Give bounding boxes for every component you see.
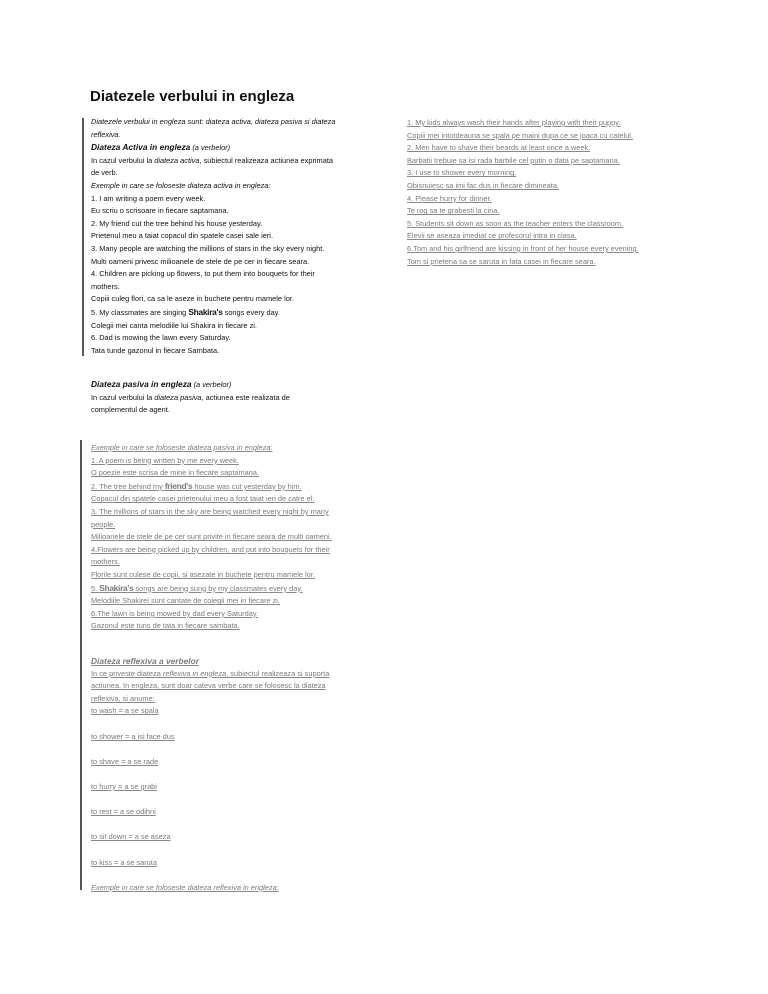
passive-line-5: 5. Shakira's songs are being sung by my classmates every day. [91,582,303,593]
right-line: Obisnuiesc sa imi fac dus in fiecare dimineata. [407,180,559,190]
active-line: mothers. [91,281,120,291]
active-line: 2. My friend cut the tree behind his house yesterday. [91,218,263,228]
active-line: 1. I am writing a poem every week. [91,193,206,203]
active-line: 3. Many people are watching the millions of stars in the sky every night. [91,243,325,253]
section-bar-active [82,118,84,356]
section-passive-intro [91,378,290,417]
section-reflexive [91,655,329,894]
verb-item: to shower = a isi face dus [91,731,175,741]
active-line: Copiii culeg flori, ca sa le aseze in buchete pentru mamele lor. [91,294,294,304]
passive-examples-label: Exemple in care se foloseste diateza pasiva in engleza: [91,443,273,452]
active-line: 4. Children are picking up flowers, to put them into bouquets for their [91,269,315,279]
reflexive-desc-1: In ce priveste diateza reflexiva in engleza, subiectul realizeaza si suporta [91,668,330,678]
right-line: Barbatii trebuie sa isi rada barbile cel putin o data pe saptamana. [407,155,620,165]
active-line: Prietenul meu a taiat copacul din spatele casei sale ieri. [91,231,273,241]
active-examples-label: Exemple in care se foloseste diateza activa in engleza: [91,180,271,190]
passive-line: 4.Flowers are being picked up by children, and put into bouquets for their [91,544,330,554]
passive-line: Copacul din spatele casei prietenului meu a fost taiat ieri de catre el. [91,494,315,504]
right-line: 6.Tom and his girlfriend are kissing in front of her house every evening. [407,243,639,253]
passive-line-2: 2. The tree behind my friend's house was cut yesterday by him. [91,480,302,491]
passive-line: Florile sunt culese de copii, si asezate in buchete pentru mamele lor. [91,569,315,579]
verb-item: to kiss = a se saruta [91,857,157,867]
right-line: 2. Men have to shave their beards at least once a week. [407,143,591,153]
passive-line: 1. A poem is being written by me every week. [91,455,239,465]
passive-line: O poezie este scrisa de mine in fiecare saptamana. [91,468,260,478]
passive-line: Melodiile Shakirei sunt cantate de colegii mei in fiecare zi. [91,596,280,606]
active-line: Colegii mei canta melodiile lui Shakira in fiecare zi. [91,320,257,330]
active-line: Eu scriu o scrisoare in fiecare saptamana. [91,206,229,216]
section-passive-examples [91,442,332,633]
right-line: Copiii mei intotdeauna se spala pe maini dupa ce se joaca cu catelul. [407,130,633,140]
page-title: Diatezele verbului in engleza [90,88,295,105]
active-line: 6. Dad is mowing the lawn every Saturday. [91,333,231,343]
right-line: 1. My kids always wash their hands after playing with their puppy. [407,118,621,127]
passive-line: Gazonul este tuns de tata in fiecare sambata. [91,621,240,631]
verb-item: to wash = a se spala [91,706,159,716]
reflexive-desc-2: actiunea. In engleza, sunt doar cateva verbe care se folosesc la diateza [91,681,326,691]
active-desc-2: de verb. [91,168,118,178]
passive-line: people. [91,519,116,529]
verb-item: to hurry = a se grabi [91,781,157,791]
active-line: Tata tunde gazonul in fiecare Sambata. [91,345,220,355]
reflexive-examples-label: Exemple in care se foloseste diateza reflexiva in engleza: [91,882,279,892]
section-active [91,116,335,357]
reflexive-desc-3: reflexiva, si anume: [91,693,155,703]
active-heading: Diateza Activa in engleza (a verbelor) [91,142,231,153]
right-line: 3. I use to shower every morning. [407,168,517,178]
right-line: Te rog sa te grabesti la cina. [407,206,500,216]
right-line: 5. Students sit down as soon as the teacher enters the classroom. [407,218,624,228]
verb-item: to shave = a se rade [91,756,159,766]
passive-desc-2: complementul de agent. [91,405,170,415]
right-line: Tom si prietena sa se saruta in fata casei in fiecare seara. [407,256,596,266]
right-column [407,117,639,268]
passive-heading: Diateza pasiva in engleza (a verbelor) [91,379,232,389]
right-line: 4. Please hurry for dinner. [407,193,492,203]
passive-line: mothers. [91,557,120,567]
right-line: Elevii se aseaza imediat ce profesorul intra in clasa. [407,231,577,241]
active-line-5: 5. My classmates are singing Shakira's songs every day. [91,306,280,317]
passive-desc-1: In cazul verbului la diateza pasiva, actiunea este realizata de [91,392,290,402]
section-bar-passive [80,440,82,890]
intro-line-2: reflexiva. [91,129,121,139]
active-desc-1: In cazul verbului la diateza activa, subiectul realizeaza actiunea exprimata [91,155,333,165]
reflexive-heading: Diateza reflexiva a verbelor [91,656,200,666]
verb-item: to sit down = a se aseza [91,832,171,842]
intro-line-1: Diatezele verbului in engleza sunt: diateza activa, diateza pasiva si diateza [91,117,336,126]
passive-line: 3. The millions of stars in the sky are being watched every night by many [91,506,329,516]
passive-line: 6.The lawn is being mowed by dad every Saturday. [91,608,259,618]
active-line: Multi oameni privesc milioanele de stele de pe cer in fiecare seara. [91,256,310,266]
passive-line: Milioanele de stele de pe cer sunt privite in fiecare seara de multi oameni. [91,532,332,542]
verb-item: to rest = a se odihni [91,807,156,817]
